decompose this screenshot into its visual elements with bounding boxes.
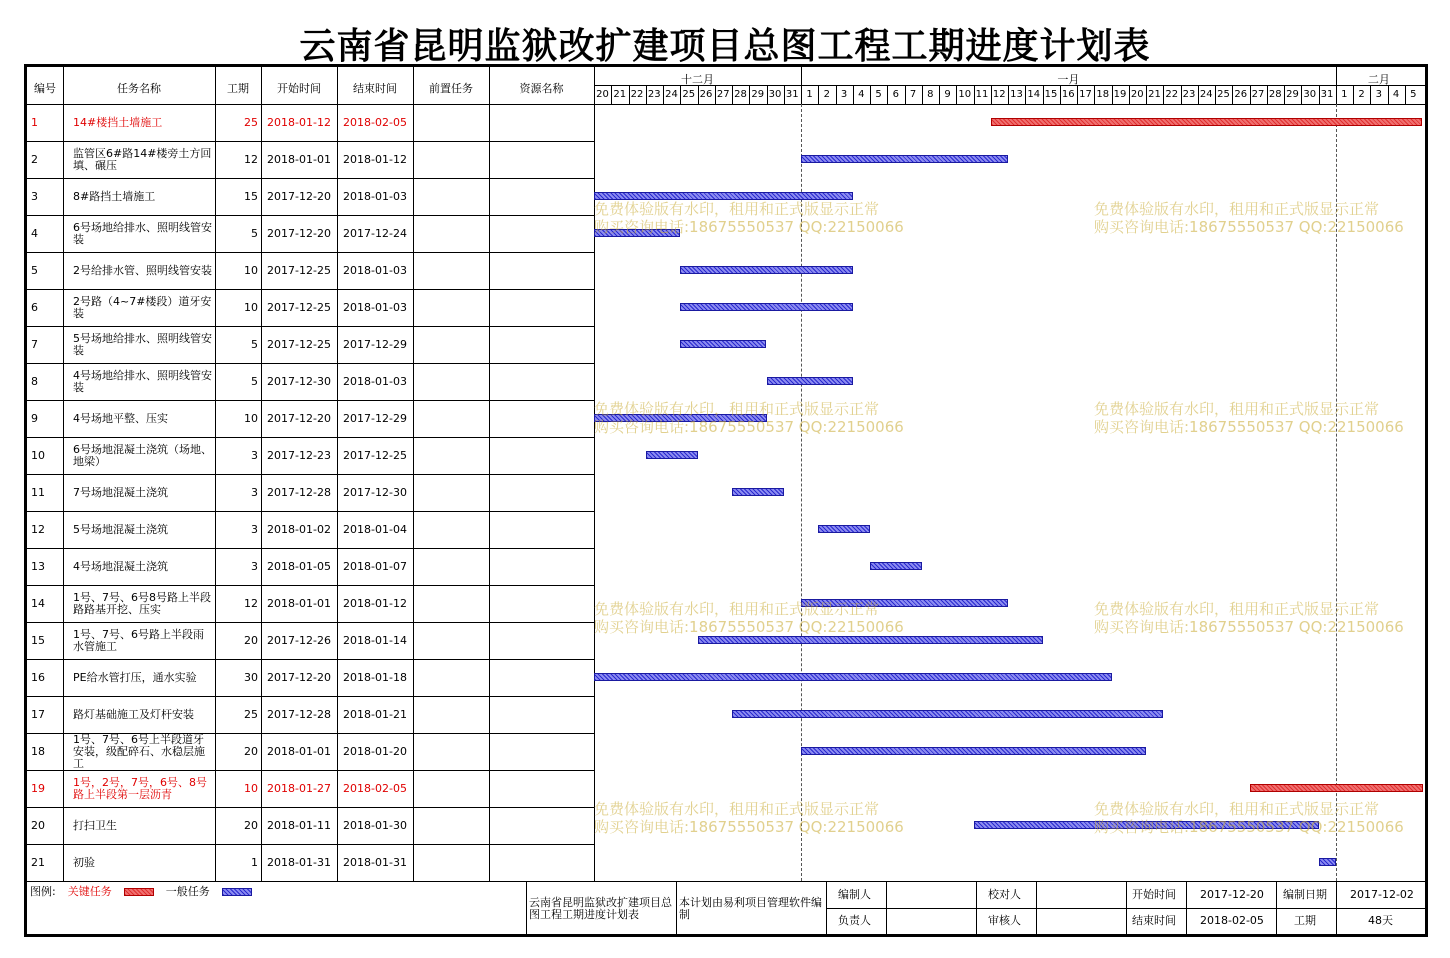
watermark-line: 购买咨询电话:18675550537 QQ:22150066	[594, 818, 904, 836]
task-id: 14	[31, 596, 45, 610]
task-start: 2017-12-20	[267, 189, 331, 203]
month-label: 一月	[1057, 73, 1080, 86]
column-divider	[489, 67, 490, 881]
watermark-line: 购买咨询电话:18675550537 QQ:22150066	[594, 618, 904, 636]
task-name: 4号场地给排水、照明线管安装	[73, 368, 212, 394]
day-label: 11	[975, 89, 989, 100]
task-id: 15	[31, 633, 45, 647]
task-id: 9	[31, 411, 38, 425]
day-label: 3	[840, 89, 848, 100]
task-start: 2018-01-01	[267, 744, 331, 758]
task-duration: 15	[244, 189, 258, 203]
task-duration: 3	[251, 448, 258, 462]
footer-divider	[526, 881, 527, 934]
day-label: 22	[1165, 89, 1179, 100]
watermark-line: 免费体验版有水印，租用和正式版显示正常	[1094, 200, 1380, 218]
task-name: 1号，2号，7号，6号、8号路上半段第一层沥青	[73, 775, 207, 801]
footer-plan-name: 云南省昆明监狱改扩建项目总图工程工期进度计划表	[529, 896, 672, 921]
task-duration: 3	[251, 559, 258, 573]
day-label: 19	[1113, 89, 1127, 100]
task-start: 2018-01-11	[267, 818, 331, 832]
day-label: 5	[875, 89, 882, 100]
task-start: 2017-12-25	[267, 263, 331, 277]
task-duration: 12	[244, 152, 258, 166]
day-label: 24	[1199, 89, 1213, 100]
footer-reviewer-label: 审核人	[988, 914, 1021, 927]
normal-task-bar	[801, 155, 1008, 163]
task-start: 2017-12-20	[267, 670, 331, 684]
task-id: 11	[31, 485, 45, 499]
day-label: 1	[806, 89, 813, 100]
task-name: 14#楼挡土墙施工	[73, 115, 163, 129]
watermark-line: 免费体验版有水印，租用和正式版显示正常	[594, 800, 880, 818]
day-label: 4	[858, 89, 865, 100]
task-start: 2017-12-28	[267, 707, 331, 721]
day-label: 27	[716, 89, 730, 100]
day-label: 8	[927, 89, 934, 100]
normal-task-bar	[680, 266, 853, 274]
task-name: 7号场地混凝土浇筑	[73, 485, 168, 499]
task-duration: 5	[251, 226, 258, 240]
watermark-text	[594, 800, 904, 836]
task-name: 监管区6#路14#楼旁土方回填、碾压	[73, 146, 212, 172]
watermark-line: 购买咨询电话:18675550537 QQ:22150066	[594, 418, 904, 436]
task-duration: 25	[244, 115, 258, 129]
task-id: 18	[31, 744, 45, 758]
task-id: 13	[31, 559, 45, 573]
task-end: 2017-12-24	[343, 226, 407, 240]
task-name: 4号场地平整、压实	[73, 411, 168, 425]
month-label: 十二月	[681, 73, 714, 86]
watermark-text	[1094, 400, 1404, 436]
day-label: 18	[1096, 89, 1110, 100]
watermark-line: 免费体验版有水印，租用和正式版显示正常	[594, 400, 880, 418]
watermark-line: 免费体验版有水印，租用和正式版显示正常	[594, 600, 880, 618]
day-label: 16	[1061, 89, 1075, 100]
task-duration: 20	[244, 818, 258, 832]
task-end: 2018-01-07	[343, 559, 407, 573]
task-id: 10	[31, 448, 45, 462]
day-label: 28	[1268, 89, 1282, 100]
task-name: 路灯基础施工及灯杆安装	[73, 707, 194, 721]
task-end: 2018-01-30	[343, 818, 407, 832]
normal-task-bar	[680, 340, 766, 348]
footer-divider	[676, 881, 677, 934]
watermark-line: 购买咨询电话:18675550537 QQ:22150066	[1094, 418, 1404, 436]
task-start: 2018-01-31	[267, 855, 331, 869]
task-end: 2018-01-12	[343, 152, 407, 166]
normal-task-bar	[594, 673, 1112, 681]
task-end: 2018-01-04	[343, 522, 407, 536]
col-header-resource: 资源名称	[519, 82, 564, 95]
day-label: 21	[1148, 89, 1161, 100]
task-end: 2018-01-03	[343, 263, 407, 277]
day-label: 13	[1010, 89, 1023, 100]
watermark-text	[1094, 800, 1404, 836]
legend-label: 图例:	[30, 885, 56, 898]
task-start: 2017-12-20	[267, 226, 331, 240]
day-label: 26	[1234, 89, 1248, 100]
day-label: 31	[785, 89, 799, 100]
day-label: 20	[596, 89, 609, 100]
task-end: 2018-01-21	[343, 707, 407, 721]
task-name: 5号场地混凝土浇筑	[73, 522, 168, 536]
task-start: 2017-12-20	[267, 411, 331, 425]
task-start: 2017-12-30	[267, 374, 331, 388]
column-divider	[594, 67, 595, 881]
footer-checker-label: 校对人	[988, 888, 1021, 901]
day-label: 22	[630, 89, 644, 100]
task-id: 5	[31, 263, 38, 277]
task-end: 2018-01-12	[343, 596, 407, 610]
task-id: 8	[31, 374, 38, 388]
task-duration: 5	[251, 374, 258, 388]
task-id: 12	[31, 522, 45, 536]
task-start: 2018-01-27	[267, 781, 331, 795]
task-duration: 20	[244, 744, 258, 758]
normal-task-bar	[732, 710, 1163, 718]
day-label: 21	[613, 89, 627, 100]
footer-responsible-label: 负责人	[838, 914, 871, 927]
col-header-duration: 工期	[227, 82, 249, 95]
month-label: 二月	[1367, 73, 1390, 86]
task-end: 2018-02-05	[343, 781, 407, 795]
critical-task-bar	[991, 118, 1422, 126]
day-label: 12	[992, 89, 1006, 100]
day-label: 25	[1217, 89, 1230, 100]
task-duration: 3	[251, 485, 258, 499]
task-name: 6号场地混凝土浇筑（场地、地梁）	[73, 442, 212, 468]
task-start: 2017-12-23	[267, 448, 331, 462]
col-header-task: 任务名称	[117, 82, 161, 95]
normal-task-bar	[698, 636, 1043, 644]
task-duration: 25	[244, 707, 258, 721]
task-duration: 10	[244, 781, 258, 795]
task-name: PE给水管打压，通水实验	[73, 670, 197, 684]
task-end: 2018-01-14	[343, 633, 407, 647]
task-id: 1	[31, 115, 38, 129]
task-start: 2017-12-25	[267, 337, 331, 351]
task-name: 初验	[73, 855, 95, 869]
day-label: 2	[1358, 89, 1365, 100]
col-header-start: 开始时间	[277, 82, 321, 95]
footer-row-divider	[826, 908, 1425, 909]
task-start: 2018-01-01	[267, 152, 331, 166]
day-label: 17	[1079, 89, 1092, 100]
normal-task-bar	[594, 192, 853, 200]
column-divider	[413, 67, 414, 881]
footer-software-note: 本计划由易利项目管理软件编制	[679, 896, 822, 921]
day-label: 25	[682, 89, 696, 100]
col-header-predecessor: 前置任务	[429, 82, 473, 95]
day-label: 10	[958, 89, 972, 100]
task-end: 2018-01-03	[343, 189, 407, 203]
day-label: 4	[1392, 89, 1400, 100]
normal-task-bar	[646, 451, 698, 459]
watermark-line: 免费体验版有水印，租用和正式版显示正常	[1094, 400, 1380, 418]
footer-duration-label: 工期	[1294, 914, 1316, 927]
legend	[30, 884, 252, 900]
day-label: 20	[1130, 89, 1144, 100]
task-end: 2018-01-03	[343, 300, 407, 314]
task-name: 1号、7号、6号路上半段雨水管施工	[73, 627, 204, 653]
task-name: 1号、7号、6号上半段道牙安装，级配碎石、水稳层施工	[73, 732, 205, 770]
watermark-line: 免费体验版有水印，租用和正式版显示正常	[1094, 600, 1380, 618]
task-name: 8#路挡土墙施工	[73, 189, 156, 203]
task-end: 2017-12-29	[343, 411, 407, 425]
task-start: 2018-01-05	[267, 559, 331, 573]
task-end: 2017-12-25	[343, 448, 407, 462]
footer-end-value: 2018-02-05	[1200, 914, 1264, 927]
task-end: 2018-01-20	[343, 744, 407, 758]
footer-compile-date-label: 编制日期	[1283, 888, 1327, 901]
legend-critical-swatch	[124, 888, 154, 896]
day-label: 23	[1182, 89, 1196, 100]
watermark-line: 购买咨询电话:18675550537 QQ:22150066	[1094, 618, 1404, 636]
task-name: 2号给排水管、照明线管安装	[73, 263, 212, 277]
day-label: 23	[647, 89, 661, 100]
watermark-text	[594, 400, 904, 436]
day-label: 31	[1320, 89, 1334, 100]
task-id: 2	[31, 152, 38, 166]
task-id: 4	[31, 226, 38, 240]
day-label: 1	[1341, 89, 1348, 100]
watermark-line: 购买咨询电话:18675550537 QQ:22150066	[594, 218, 904, 236]
task-duration: 3	[251, 522, 258, 536]
task-duration: 1	[251, 855, 258, 869]
day-label: 14	[1027, 89, 1041, 100]
day-label: 7	[909, 89, 917, 100]
footer-editor-label: 编制人	[838, 888, 871, 901]
task-name: 4号场地混凝土浇筑	[73, 559, 168, 573]
watermark-text	[1094, 200, 1404, 236]
column-divider	[63, 67, 64, 881]
day-label: 15	[1044, 89, 1058, 100]
legend-normal-swatch	[222, 888, 252, 896]
task-name: 6号场地给排水、照明线管安装	[73, 220, 212, 246]
task-name: 1号、7号、6号8号路上半段路路基开挖、压实	[73, 590, 211, 616]
normal-task-bar	[818, 525, 870, 533]
legend-critical-label: 关键任务	[67, 885, 112, 898]
day-label: 3	[1375, 89, 1382, 100]
task-end: 2018-02-05	[343, 115, 407, 129]
task-id: 3	[31, 189, 38, 203]
task-start: 2018-01-12	[267, 115, 331, 129]
task-end: 2017-12-30	[343, 485, 407, 499]
task-duration: 10	[244, 263, 258, 277]
watermark-text	[1094, 600, 1404, 636]
task-duration: 20	[244, 633, 258, 647]
task-id: 6	[31, 300, 38, 314]
footer-start-label: 开始时间	[1132, 888, 1176, 901]
table-bottom-line	[27, 881, 1425, 882]
watermark-text	[594, 200, 904, 236]
watermark-line: 免费体验版有水印，租用和正式版显示正常	[594, 200, 880, 218]
task-end: 2018-01-31	[343, 855, 407, 869]
day-label: 9	[944, 89, 951, 100]
task-id: 17	[31, 707, 45, 721]
day-label: 2	[823, 89, 830, 100]
task-name: 2号路（4~7#楼段）道牙安装	[73, 294, 212, 320]
task-duration: 30	[244, 670, 258, 684]
page-title: 云南省昆明监狱改扩建项目总图工程工期进度计划表	[299, 25, 1151, 67]
footer-end-label: 结束时间	[1132, 914, 1176, 927]
watermark-line: 购买咨询电话:18675550537 QQ:22150066	[1094, 218, 1404, 236]
task-duration: 10	[244, 300, 258, 314]
day-label: 6	[892, 89, 899, 100]
normal-task-bar	[801, 747, 1146, 755]
normal-task-bar	[732, 488, 784, 496]
task-id: 19	[31, 781, 45, 795]
day-label: 28	[734, 89, 747, 100]
task-duration: 10	[244, 411, 258, 425]
day-label: 30	[1303, 89, 1317, 100]
task-start: 2017-12-26	[267, 633, 331, 647]
task-name: 5号场地给排水、照明线管安装	[73, 331, 212, 357]
task-id: 21	[31, 855, 45, 869]
task-start: 2018-01-01	[267, 596, 331, 610]
footer-start-value: 2017-12-20	[1200, 888, 1264, 901]
footer-compile-date-value: 2017-12-02	[1350, 888, 1414, 901]
day-label: 29	[751, 89, 765, 100]
task-end: 2017-12-29	[343, 337, 407, 351]
day-label: 27	[1251, 89, 1265, 100]
task-end: 2018-01-18	[343, 670, 407, 684]
task-id: 16	[31, 670, 45, 684]
footer-duration-value: 48天	[1368, 914, 1393, 927]
task-name: 打扫卫生	[73, 818, 117, 832]
day-label: 24	[665, 89, 678, 100]
col-header-id: 编号	[34, 82, 56, 95]
day-label: 5	[1410, 89, 1417, 100]
normal-task-bar	[1319, 858, 1336, 866]
task-id: 7	[31, 337, 38, 351]
critical-task-bar	[1250, 784, 1423, 792]
task-start: 2017-12-28	[267, 485, 331, 499]
watermark-line: 购买咨询电话:18675550537 QQ:22150066	[1094, 818, 1404, 836]
watermark-text	[594, 600, 904, 636]
task-duration: 12	[244, 596, 258, 610]
task-id: 20	[31, 818, 45, 832]
normal-task-bar	[767, 377, 853, 385]
day-label: 30	[768, 89, 782, 100]
task-start: 2017-12-25	[267, 300, 331, 314]
day-label: 26	[699, 89, 713, 100]
watermark-line: 免费体验版有水印，租用和正式版显示正常	[1094, 800, 1380, 818]
legend-normal-label: 一般任务	[165, 885, 210, 898]
normal-task-bar	[680, 303, 853, 311]
day-label: 29	[1286, 89, 1299, 100]
task-start: 2018-01-02	[267, 522, 331, 536]
task-end: 2018-01-03	[343, 374, 407, 388]
col-header-end: 结束时间	[353, 82, 397, 95]
normal-task-bar	[870, 562, 922, 570]
task-duration: 5	[251, 337, 258, 351]
